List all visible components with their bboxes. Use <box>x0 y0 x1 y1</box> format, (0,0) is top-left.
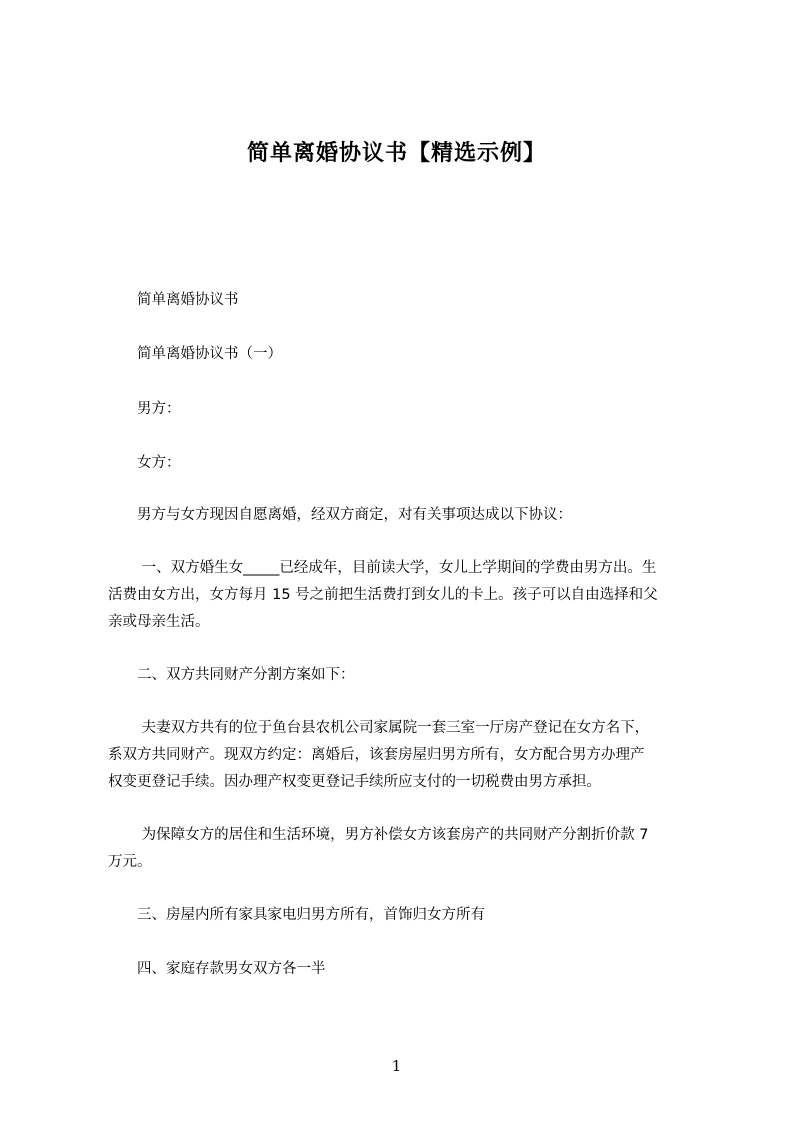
female-party-line: 女方： <box>137 455 181 471</box>
property-line-3: 权变更登记手续。因办理产权变更登记手续所应支付的一切税费由男方承担。 <box>108 774 601 790</box>
clause-4-line: 四、家庭存款男女双方各一半 <box>137 961 326 977</box>
heading-line: 简单离婚协议书 <box>137 292 239 308</box>
clause-3-line: 三、房屋内所有家具家电归男方所有，首饰归女方所有 <box>137 907 485 923</box>
clause-2-heading: 二、双方共同财产分割方案如下： <box>137 667 355 683</box>
clause-1-line-3: 亲或母亲生活。 <box>108 614 210 630</box>
subheading-line: 简单离婚协议书（一） <box>137 346 282 362</box>
page-number: 1 <box>391 1057 402 1075</box>
male-party-line: 男方： <box>137 401 181 417</box>
intro-line: 男方与女方现因自愿离婚，经双方商定，对有关事项达成以下协议： <box>137 507 572 523</box>
document-title: 简单离婚协议书【精选示例】 <box>246 141 546 166</box>
property-line-1: 夫妻双方共有的位于鱼台县农机公司家属院一套三室一厅房产登记在女方名下， <box>137 720 650 736</box>
compensation-line-1: 为保障女方的居住和生活环境，男方补偿女方该套房产的共同财产分割折价款 7 <box>137 827 649 843</box>
compensation-line-2: 万元。 <box>108 854 152 870</box>
clause-1-line-2: 活费由女方出，女方每月 15 号之前把生活费打到女儿的卡上。孩子可以自由选择和父 <box>108 587 658 603</box>
clause-1-line-1: 一、双方婚生女_____已经成年，目前读大学，女儿上学期间的学费由男方出。生 <box>137 560 657 576</box>
property-line-2: 系双方共同财产。现双方约定：离婚后，该套房屋归男方所有，女方配合男方办理产 <box>108 747 645 763</box>
